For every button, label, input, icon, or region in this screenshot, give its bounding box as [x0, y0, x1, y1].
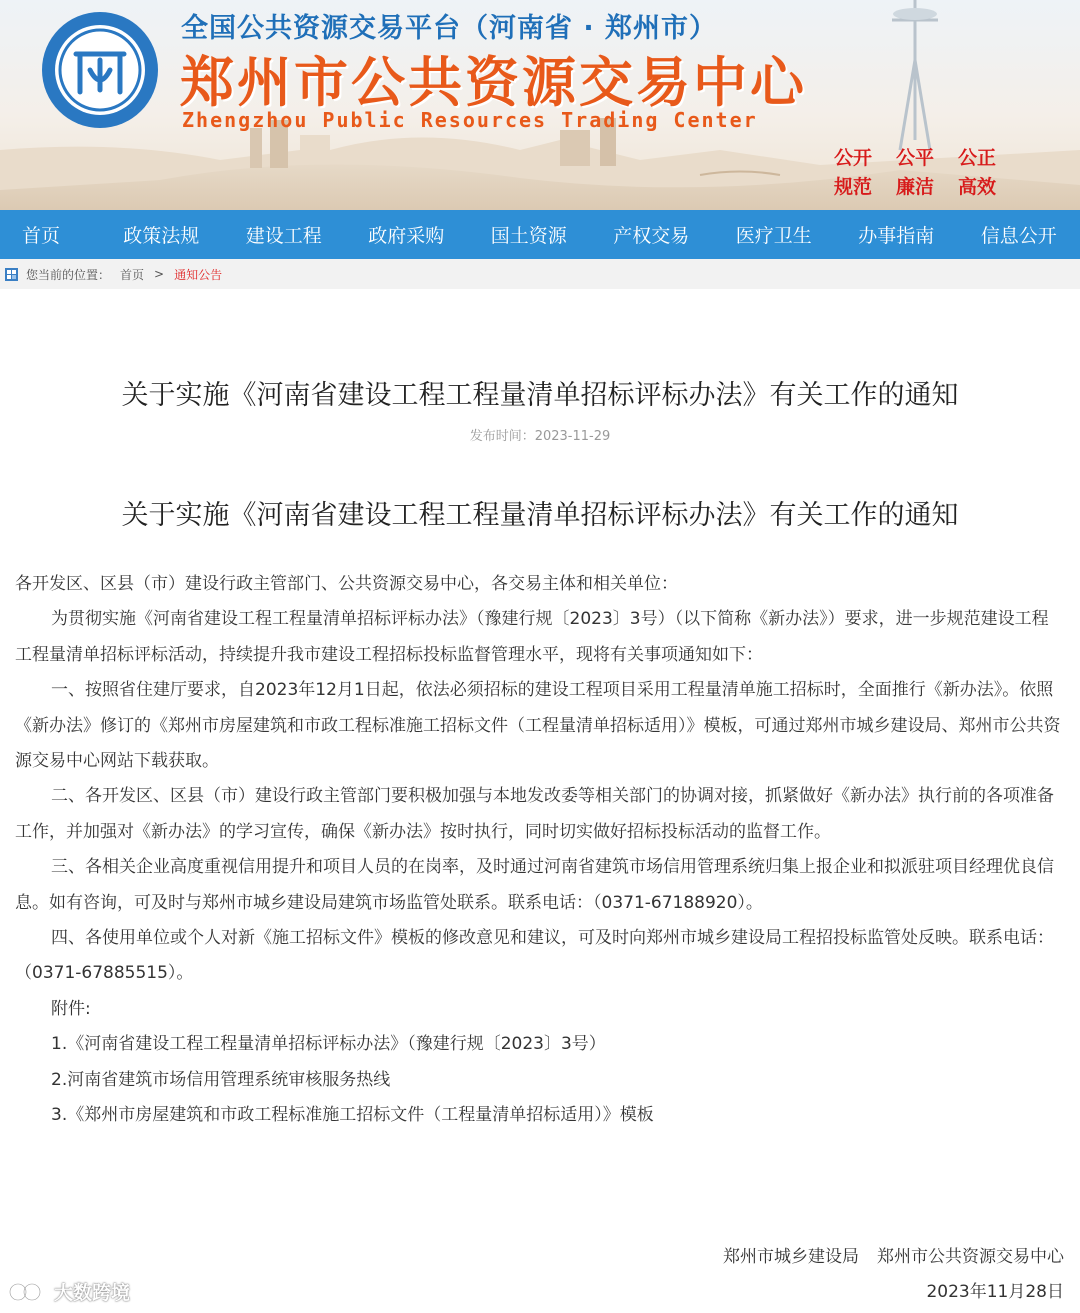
nav-item-construction[interactable]: 建设工程: [245, 225, 322, 247]
nav-item-medical[interactable]: 医疗卫生: [735, 225, 812, 247]
watermark-logo-icon: [8, 1280, 50, 1304]
nav-item-guide[interactable]: 办事指南: [858, 225, 935, 247]
slogan-word: 公平: [896, 147, 935, 169]
location-grid-icon: [5, 268, 18, 281]
slogan-word: 廉洁: [896, 176, 935, 198]
nav-item-property[interactable]: 产权交易: [613, 225, 690, 247]
document-title: 关于实施《河南省建设工程工程量清单招标评标办法》有关工作的通知: [121, 500, 959, 531]
breadcrumb-home-link[interactable]: 首页: [120, 267, 145, 282]
signers: [705, 1240, 1064, 1275]
main-nav: [0, 210, 1080, 259]
nav-item-disclosure[interactable]: 信息公开: [980, 225, 1057, 247]
article-title: 关于实施《河南省建设工程工程量清单招标评标办法》有关工作的通知: [121, 380, 959, 411]
paragraph-item-3: 三、各相关企业高度重视信用提升和项目人员的在岗率，及时通过河南省建筑市场信用管理系统归集上报企业和拟派驻项目经理优良信息。如有咨询，可及时与郑州市城乡建设局建筑市场监管处联系。联系电话：（0371-67188920）。: [15, 857, 1054, 913]
nav-item-home[interactable]: 首页: [22, 225, 61, 247]
attachment-link-3[interactable]: 3.《郑州市房屋建筑和市政工程标准施工招标文件（工程量清单招标适用）》模板: [51, 1105, 654, 1126]
paragraph-item-4: 四、各使用单位或个人对新《施工招标文件》模板的修改意见和建议，可及时向郑州市城乡建设局工程招投标监管处反映。联系电话：（0371-67885515）。: [15, 928, 1054, 984]
watermark: [8, 1278, 130, 1305]
attachment-link-1[interactable]: 1.《河南省建设工程工程量清单招标评标办法》（豫建行规〔2023〕3号）: [51, 1034, 606, 1055]
slogan: [834, 143, 1024, 199]
signer-org: 郑州市公共资源交易中心: [877, 1247, 1064, 1267]
slogan-word: 高效: [958, 176, 997, 198]
nav-item-procurement[interactable]: 政府采购: [368, 225, 445, 247]
nav-item-land[interactable]: 国土资源: [490, 225, 567, 247]
zhengzhou-trading-center-logo: [40, 10, 160, 130]
sign-date: 2023年11月28日: [926, 1282, 1064, 1302]
slogan-word: 规范: [834, 176, 873, 198]
signature-block: [705, 1240, 1064, 1310]
slogan-word: 公正: [958, 147, 997, 169]
attachments-label: 附件:: [51, 998, 91, 1019]
paragraph-item-2: 二、各开发区、区县（市）建设行政主管部门要积极加强与本地发改委等相关部门的协调对接，抓紧做好《新办法》执行前的各项准备工作，并加强对《新办法》的学习宣传，确保《新办法》按时执行，同时切实做好招标投标活动的监督工作。: [15, 786, 1054, 842]
breadcrumb-current-link[interactable]: 通知公告: [174, 267, 223, 282]
paragraph-intro: 为贯彻实施《河南省建设工程工程量清单招标评标办法》（豫建行规〔2023〕3号）（以下简称《新办法》）要求，进一步规范建设工程工程量清单招标评标活动，持续提升我市建设工程招标投标监督管理水平，现将有关事项通知如下：: [15, 609, 1049, 665]
breadcrumb-separator: >: [154, 267, 165, 281]
paragraph-item-1: 一、按照省住建厅要求，自2023年12月1日起，依法必须招标的建设工程项目采用工程量清单施工招标时，全面推行《新办法》。依照《新办法》修订的《郑州市房屋建筑和市政工程标准施工招标文件（工程量清单招标适用）》模板，可通过郑州市城乡建设局、郑州市公共资源交易中心网站下载获取。: [15, 680, 1061, 772]
slogan-word: 公开: [834, 147, 873, 169]
center-name-english: Zhengzhou Public Resources Trading Center: [182, 108, 758, 132]
platform-title: 全国公共资源交易平台（河南省 · 郑州市）: [181, 13, 718, 44]
center-name: 郑州市公共资源交易中心: [180, 51, 807, 114]
attachment-link-2[interactable]: 2.河南省建筑市场信用管理系统审核服务热线: [51, 1069, 391, 1090]
watermark-text: 大数跨境: [54, 1282, 131, 1304]
breadcrumb-label: 您当前的位置：: [26, 267, 111, 282]
article-body: [15, 567, 1065, 1134]
header-banner: [0, 0, 1080, 210]
breadcrumb: [0, 259, 1080, 289]
nav-item-policy[interactable]: 政策法规: [123, 225, 200, 247]
publish-time: 发布时间：2023-11-29: [469, 429, 611, 444]
signer-org: 郑州市城乡建设局: [723, 1247, 859, 1267]
salutation: 各开发区、区县（市）建设行政主管部门、公共资源交易中心，各交易主体和相关单位：: [15, 574, 678, 594]
